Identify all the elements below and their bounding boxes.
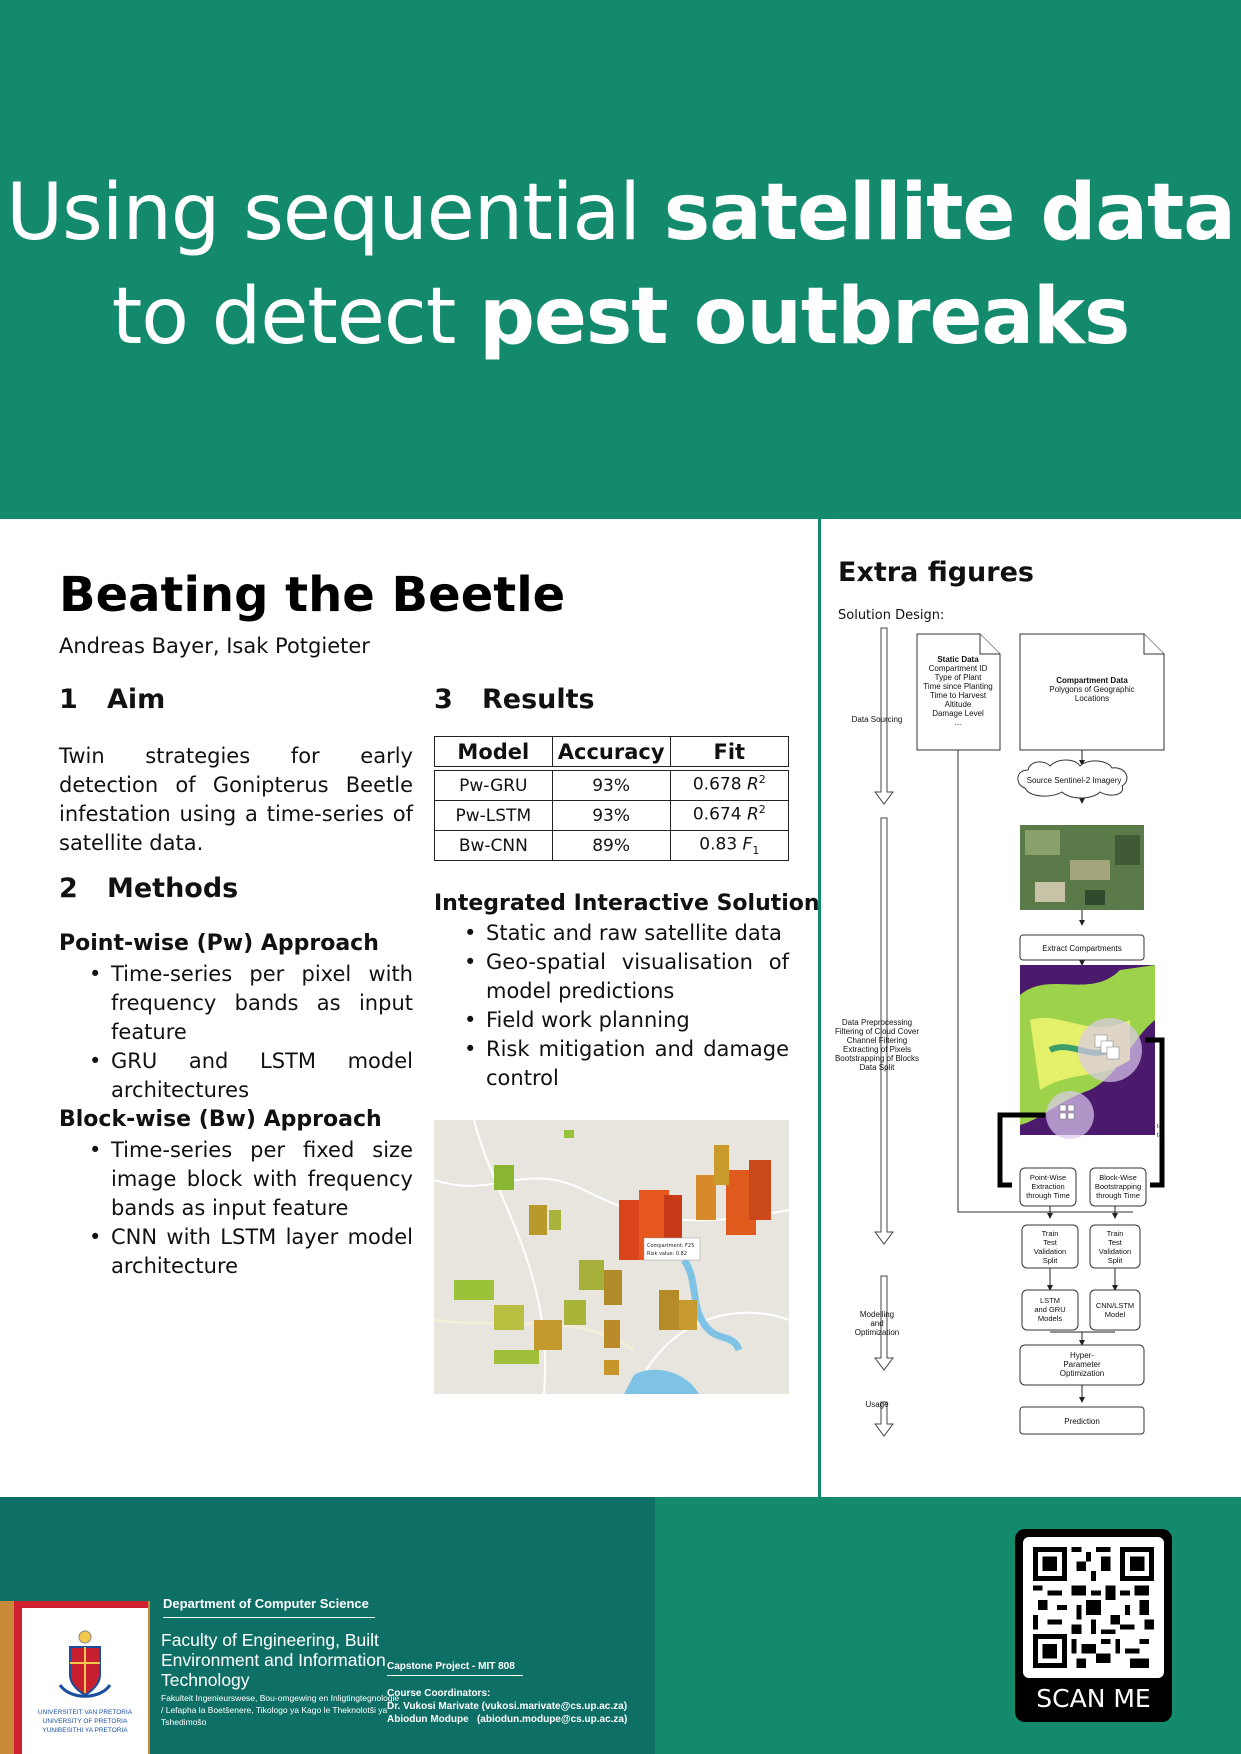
solution-bullet-3: Field work planning: [486, 1008, 690, 1032]
solution-bullet-1: Static and raw satellite data: [486, 921, 782, 945]
blockwise-list: [59, 1136, 413, 1281]
stage-preprocessing-label-2: Filtering of Cloud Cover: [834, 1027, 920, 1036]
cell-fit: 0.83 $F_1$: [670, 831, 788, 861]
column-header-fit: Fit: [670, 737, 788, 767]
aim-number: 1: [59, 684, 78, 715]
results-number: 3: [434, 684, 453, 715]
table-row: [435, 801, 789, 831]
solution-bullet-2: Geo-spatial visualisation of model predictions: [486, 950, 789, 1003]
solution-design-label: Solution Design:: [838, 608, 945, 623]
results-table: [434, 736, 789, 861]
aim-text: Twin strategies for early detection of Gonipterus Beetle infestation using a time-series of satellite data.: [59, 744, 413, 855]
static-doc-line-2: Compartment ID: [928, 664, 988, 673]
blockwise-box-line-1: Block-Wise: [1099, 1173, 1137, 1182]
column-header-model: Model: [435, 737, 553, 767]
split-left-line-1: Train: [1041, 1229, 1059, 1238]
solution-list: [434, 919, 789, 1093]
aim-heading-text: Aim: [107, 684, 166, 715]
methods-number: 2: [59, 873, 78, 904]
poster-title: Beating the Beetle: [59, 567, 566, 623]
qr-code-icon[interactable]: [1033, 1547, 1154, 1668]
table-row: [435, 771, 789, 801]
stage-modelling-label-1: Modelling: [859, 1310, 895, 1319]
split-right-line-3: Validation: [1098, 1247, 1132, 1256]
title-banner: [0, 0, 1241, 519]
university-name-af: UNIVERSITEIT VAN PRETORIA: [37, 1709, 133, 1716]
title-line-1-bold: satellite data: [663, 168, 1235, 258]
solution-heading: Integrated Interactive Solution: [434, 891, 820, 916]
department-name: Department of Computer Science: [163, 1596, 369, 1611]
list-item: • Time-series per pixel with frequency bands as input feature: [89, 962, 413, 1044]
model-left-line-2: and GRU: [1034, 1305, 1066, 1314]
compartment-doc-line-3: Locations: [1074, 694, 1110, 703]
authors: Andreas Bayer, Isak Potgieter: [59, 634, 370, 658]
title-line-2: [0, 272, 1241, 362]
pointwise-bullet-2: GRU and LSTM model architectures: [111, 1049, 413, 1102]
cloud-label: Source Sentinel-2 Imagery: [1026, 776, 1122, 785]
stage-modelling-label-3: Optimization: [854, 1328, 900, 1337]
title-line-2-bold: pest outbreaks: [479, 272, 1130, 362]
results-heading: [434, 684, 595, 715]
solution-design-diagram: [830, 620, 1170, 1440]
title-line-1-normal: Using sequential: [6, 168, 664, 258]
stage-preprocessing-label-4: Extracting of Pixels: [842, 1045, 912, 1054]
cell-accuracy: 93%: [552, 801, 670, 831]
cell-fit: 0.674 $R^2$: [670, 801, 788, 831]
model-right-line-2: Model: [1104, 1310, 1126, 1319]
faculty-name: Faculty of Engineering, Built Environment and Information Technology: [161, 1630, 386, 1690]
aim-heading: [59, 684, 165, 715]
results-heading-text: Results: [482, 684, 595, 715]
model-right-line-1: CNN/LSTM: [1095, 1301, 1135, 1310]
prediction-label: Prediction: [1064, 1417, 1100, 1426]
static-doc-line-5: Time to Harvest: [929, 691, 987, 700]
pointwise-box-line-3: through Time: [1026, 1191, 1070, 1200]
pointwise-box-line-1: Point-Wise: [1029, 1173, 1067, 1182]
cell-model: Pw-GRU: [435, 771, 553, 801]
list-item: • Risk mitigation and damage control: [464, 1037, 789, 1090]
pointwise-box-line-2: Extraction: [1031, 1182, 1065, 1191]
title-line-1: [0, 168, 1241, 258]
stage-preprocessing-label-6: Data Split: [859, 1063, 895, 1072]
compartment-doc-line-2: Polygons of Geographic: [1049, 685, 1135, 694]
university-name-en: UNIVERSITY OF PRETORIA: [42, 1718, 128, 1725]
title-line-2-normal: to detect: [111, 272, 480, 362]
compartment-doc-line-1: Compartment Data: [1056, 676, 1128, 685]
model-left-line-1: LSTM: [1039, 1296, 1061, 1305]
stage-preprocessing-label-5: Bootstrapping of Blocks: [834, 1054, 920, 1063]
list-item: • Field work planning: [464, 1008, 690, 1032]
hyper-line-3: Optimization: [1059, 1369, 1105, 1378]
blockwise-box-line-2: Bootstrapping: [1094, 1182, 1142, 1191]
list-item: • GRU and LSTM model architectures: [89, 1049, 413, 1102]
coordinator-2: Abiodun Modupe (abiodun.modupe@cs.up.ac.za): [387, 1714, 628, 1725]
cell-fit: 0.678 $R^2$: [670, 771, 788, 801]
column-header-accuracy: Accuracy: [552, 737, 670, 767]
methods-heading: [59, 873, 238, 904]
time-label-t1: t-1: [1157, 1124, 1165, 1130]
blockwise-bullet-1: Time-series per fixed size image block with frequency bands as input feature: [111, 1138, 413, 1220]
blockwise-box-line-3: through Time: [1096, 1191, 1140, 1200]
stage-usage-label: Usage: [865, 1400, 889, 1409]
table-row: [435, 831, 789, 861]
pointwise-list: [59, 960, 413, 1105]
table-header-row: [435, 737, 789, 767]
cell-model: Pw-LSTM: [435, 801, 553, 831]
list-item: • Time-series per fixed size image block with frequency bands as input feature: [89, 1138, 413, 1220]
faculty-name-translations: Fakulteit Ingenieurswese, Bou-omgewing en Inligtingtegnologie / Lefapha la Boetšenere, Tikologo ya Kago le Theknolotši ya Tshedimošo: [161, 1693, 400, 1727]
split-right-line-1: Train: [1106, 1229, 1124, 1238]
methods-heading-text: Methods: [107, 873, 239, 904]
university-crest-icon: [40, 1625, 130, 1705]
stage-preprocessing-label-1: Data Preprocessing: [841, 1018, 913, 1027]
extra-figures-heading: Extra figures: [838, 557, 1034, 588]
solution-bullet-4: Risk mitigation and damage control: [486, 1037, 789, 1090]
split-left-line-4: Split: [1042, 1256, 1058, 1265]
static-doc-line-8: ...: [954, 718, 962, 727]
pointwise-heading: Point-wise (Pw) Approach: [59, 931, 379, 956]
pointwise-bullet-1: Time-series per pixel with frequency bands as input feature: [111, 962, 413, 1044]
split-right-line-2: Test: [1108, 1238, 1122, 1247]
capstone-rule: [387, 1675, 523, 1676]
static-doc-line-4: Time since Planting: [923, 682, 993, 691]
map-tooltip-line-2: Risk value: 0.82: [647, 1251, 688, 1257]
list-item: • Static and raw satellite data: [464, 921, 782, 945]
stage-sourcing-label: Data Sourcing: [851, 715, 903, 724]
cell-accuracy: 89%: [552, 831, 670, 861]
map-tooltip-line-1: Compartment: F25: [647, 1243, 695, 1249]
static-doc-line-7: Damage Level: [932, 709, 984, 718]
coordinators-heading: Course Coordinators:: [387, 1688, 491, 1699]
model-left-line-3: Models: [1037, 1314, 1063, 1323]
stage-modelling-label-2: and: [870, 1319, 884, 1328]
list-item: • CNN with LSTM layer model architecture: [89, 1225, 413, 1278]
risk-map-image: [434, 1120, 789, 1394]
stage-preprocessing-label-3: Channel Filtering: [846, 1036, 908, 1045]
coordinator-1: Dr. Vukosi Marivate (vukosi.marivate@cs.up.ac.za): [387, 1701, 628, 1712]
hyper-line-2: Parameter: [1063, 1360, 1101, 1369]
static-doc-line-6: Altitude: [944, 700, 972, 709]
risk-map-svg: [434, 1120, 789, 1394]
capstone-label: Capstone Project - MIT 808: [387, 1661, 515, 1672]
list-item: • Geo-spatial visualisation of model predictions: [464, 950, 789, 1003]
cell-accuracy: 93%: [552, 771, 670, 801]
blockwise-heading: Block-wise (Bw) Approach: [59, 1107, 382, 1132]
extract-compartments-label: Extract Compartments: [1042, 944, 1122, 953]
split-left-line-2: Test: [1043, 1238, 1057, 1247]
static-doc-line-3: Type of Plant: [934, 673, 982, 682]
split-right-line-4: Split: [1107, 1256, 1123, 1265]
blockwise-bullet-2: CNN with LSTM layer model architecture: [111, 1225, 413, 1278]
department-rule: [163, 1617, 375, 1618]
scan-me-label: SCAN ME: [1036, 1684, 1151, 1713]
column-divider: [818, 519, 821, 1497]
hyper-line-1: Hyper-: [1069, 1351, 1095, 1360]
cell-model: Bw-CNN: [435, 831, 553, 861]
university-name-ns: YUNIBESITHI YA PRETORIA: [42, 1727, 128, 1734]
time-label-t2: t-2: [1157, 1133, 1165, 1139]
split-left-line-3: Validation: [1033, 1247, 1067, 1256]
static-doc-line-1: Static Data: [937, 655, 979, 664]
